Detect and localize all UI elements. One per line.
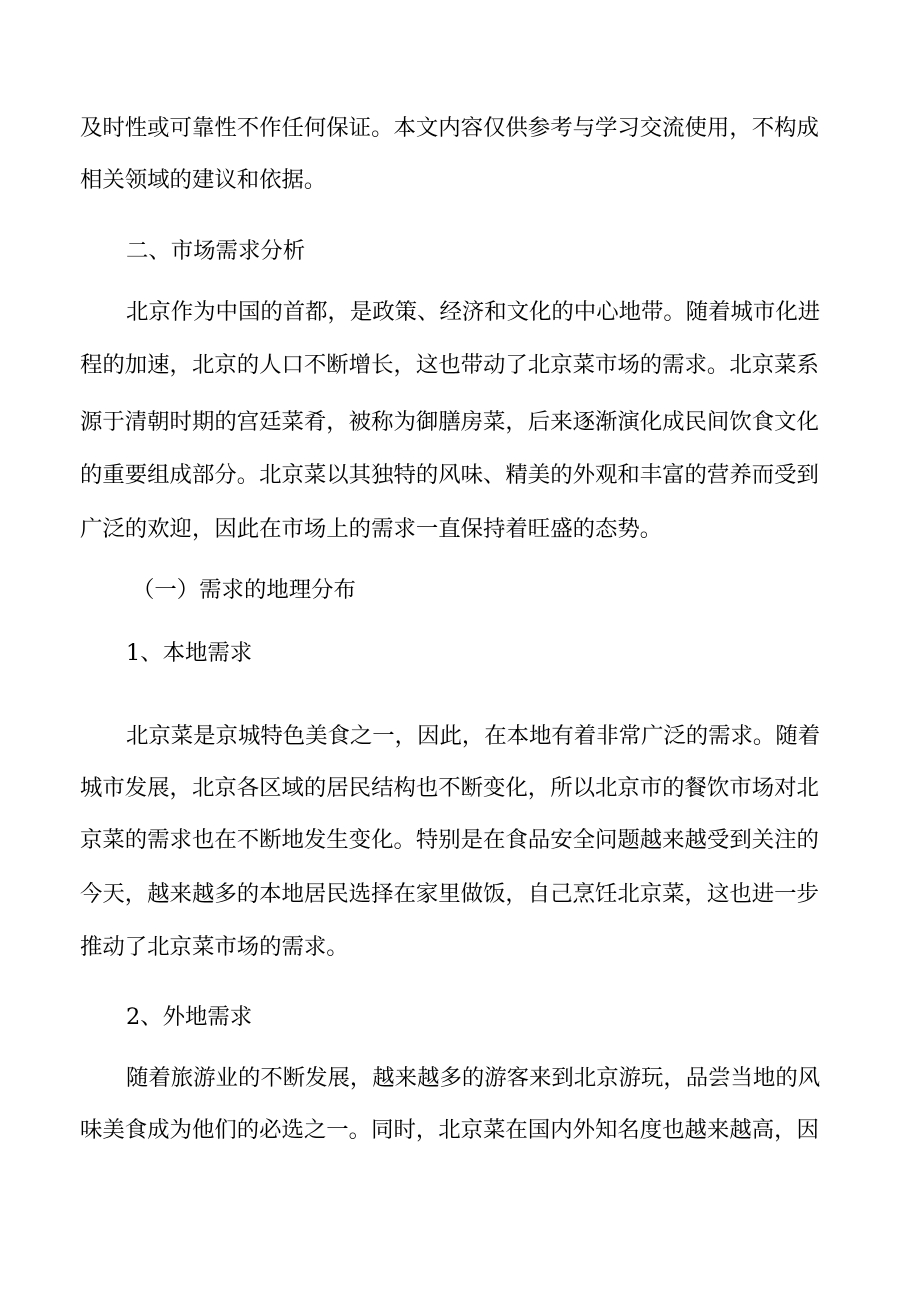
item-heading: 2、外地需求 [126,1004,253,1030]
paragraph-line: 推动了北京菜市场的需求。 [80,934,349,960]
paragraph-line: 广泛的欢迎，因此在市场上的需求一直保持着旺盛的态势。 [80,516,663,542]
paragraph-line: 北京作为中国的首都，是政策、经济和文化的中心地带。随着城市化进 [126,299,821,325]
paragraph-line: 城市发展，北京各区域的居民结构也不断变化，所以北京市的餐饮市场对北 [80,775,819,801]
paragraph-line: 程的加速，北京的人口不断增长，这也带动了北京菜市场的需求。北京菜系 [80,352,819,378]
paragraph-line: 的重要组成部分。北京菜以其独特的风味、精美的外观和丰富的营养而受到 [80,462,819,488]
paragraph-line: 味美食成为他们的必选之一。同时，北京菜在国内外知名度也越来越高，因 [80,1117,819,1143]
paragraph-line: 北京菜是京城特色美食之一，因此，在本地有着非常广泛的需求。随着 [126,723,821,749]
paragraph-line: 及时性或可靠性不作任何保证。本文内容仅供参考与学习交流使用，不构成 [80,115,819,141]
paragraph-line: 今天，越来越多的本地居民选择在家里做饭，自己烹饪北京菜，这也进一步 [80,881,819,907]
paragraph-line: 源于清朝时期的宫廷菜肴，被称为御膳房菜，后来逐渐演化成民间饮食文化 [80,409,819,435]
paragraph-line: 随着旅游业的不断发展，越来越多的游客来到北京游玩，品尝当地的风 [126,1065,821,1091]
subsection-heading: （一）需求的地理分布 [132,577,356,603]
paragraph-line: 相关领域的建议和依据。 [80,167,327,193]
paragraph-line: 京菜的需求也在不断地发生变化。特别是在食品安全问题越来越受到关注的 [80,827,819,853]
item-heading: 1、本地需求 [126,640,253,666]
section-heading: 二、市场需求分析 [126,238,306,264]
